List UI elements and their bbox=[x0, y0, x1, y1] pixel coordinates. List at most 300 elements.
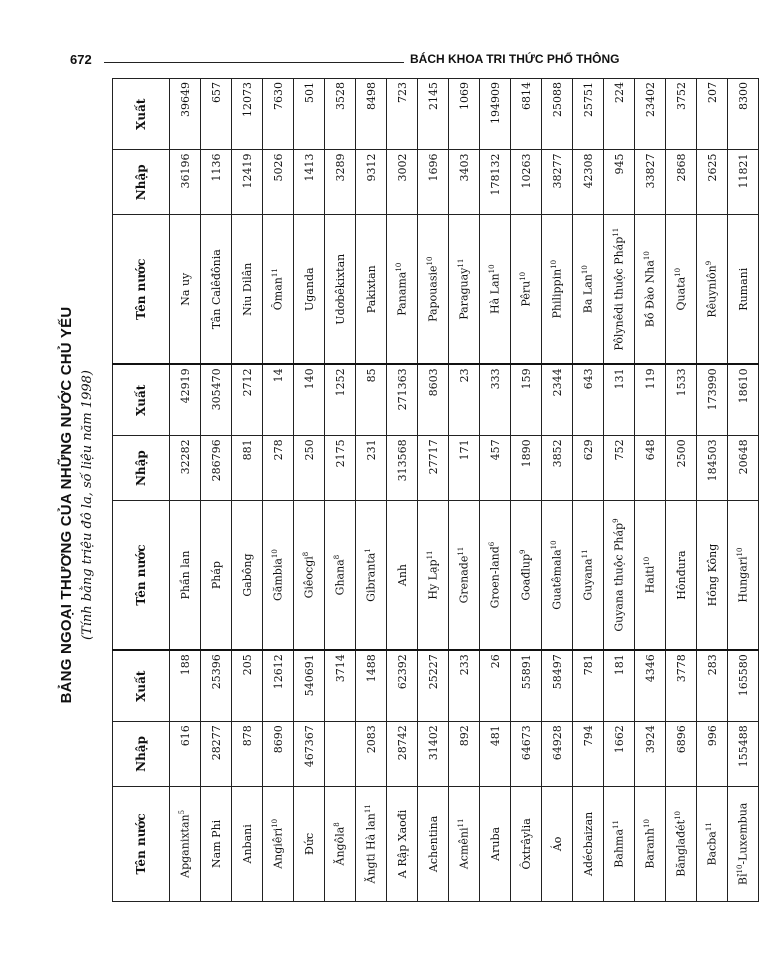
export-value: 181 bbox=[604, 650, 635, 721]
country-name-cell bbox=[480, 500, 511, 650]
footnote-mark: 5 bbox=[178, 809, 187, 815]
col-header-import: Nhập bbox=[113, 722, 170, 787]
country-name-cell bbox=[697, 500, 728, 650]
country-name: Bahma bbox=[612, 828, 626, 868]
import-value: 467367 bbox=[294, 722, 325, 787]
country-name-cell bbox=[263, 215, 294, 365]
country-name: Gabông bbox=[240, 553, 254, 597]
table-row bbox=[666, 79, 697, 902]
country-name: Pakixtan bbox=[364, 265, 378, 314]
table-row bbox=[697, 79, 728, 902]
export-value: 333 bbox=[480, 364, 511, 435]
col-header-export: Xuất bbox=[113, 79, 170, 151]
export-value: 25227 bbox=[418, 650, 449, 721]
import-value: 178132 bbox=[480, 150, 511, 215]
import-value: 457 bbox=[480, 436, 511, 501]
country-name-cell bbox=[263, 500, 294, 650]
import-value: 155488 bbox=[728, 722, 759, 787]
table-row bbox=[728, 79, 759, 902]
country-name-cell bbox=[294, 500, 325, 650]
table-row bbox=[325, 79, 356, 902]
country-name-cell bbox=[449, 500, 480, 650]
export-value: 39649 bbox=[170, 79, 201, 151]
country-name: Giêocgi bbox=[302, 556, 316, 599]
import-value: 184503 bbox=[697, 436, 728, 501]
country-name: Đức bbox=[302, 832, 316, 855]
import-value: 3002 bbox=[387, 150, 418, 215]
export-value: 233 bbox=[449, 650, 480, 721]
country-name-cell bbox=[325, 215, 356, 365]
country-name: Ba Lan bbox=[581, 274, 595, 314]
country-name-cell bbox=[201, 786, 232, 901]
import-value: 28742 bbox=[387, 722, 418, 787]
country-name: Pêru bbox=[519, 280, 533, 307]
country-name-cell bbox=[604, 786, 635, 901]
footnote-mark: 9 bbox=[705, 260, 714, 266]
table-header-row bbox=[113, 79, 170, 902]
export-value: 18610 bbox=[728, 364, 759, 435]
country-name: Achentina bbox=[426, 815, 440, 873]
country-name-cell bbox=[387, 215, 418, 365]
import-value: 1662 bbox=[604, 722, 635, 787]
country-name-cell bbox=[325, 500, 356, 650]
country-name: Ôman bbox=[271, 277, 285, 311]
export-value: 42919 bbox=[170, 364, 201, 435]
country-name-cell bbox=[232, 500, 263, 650]
export-value: 2344 bbox=[542, 364, 573, 435]
country-name-cell bbox=[697, 786, 728, 901]
country-name-cell bbox=[449, 215, 480, 365]
table-row bbox=[201, 79, 232, 902]
export-value: 8300 bbox=[728, 79, 759, 151]
export-value: 26 bbox=[480, 650, 511, 721]
page-header bbox=[70, 50, 640, 74]
footnote-mark: 10 bbox=[736, 864, 745, 874]
footnote-mark: 10 bbox=[736, 547, 745, 557]
footnote-mark: 10 bbox=[395, 262, 404, 272]
export-value: 781 bbox=[573, 650, 604, 721]
country-name-cell bbox=[480, 786, 511, 901]
import-value: 945 bbox=[604, 150, 635, 215]
footnote-mark: 10 bbox=[643, 251, 652, 261]
country-name: Pôlynêdi thuộc Pháp bbox=[612, 236, 626, 351]
table-title: BẢNG NGOẠI THƯƠNG CỦA NHỮNG NƯỚC CHỦ YẾU bbox=[58, 306, 75, 704]
export-value: 12612 bbox=[263, 650, 294, 721]
country-name: Apganixtan bbox=[178, 814, 192, 878]
table-subtitle: (Tính bằng triệu đô la, số liệu năm 1998) bbox=[80, 370, 95, 640]
country-name-cell bbox=[294, 215, 325, 365]
import-value: 36196 bbox=[170, 150, 201, 215]
country-name: Guatêmala bbox=[550, 549, 564, 610]
footnote-mark: 11 bbox=[581, 549, 590, 559]
export-value: 540691 bbox=[294, 650, 325, 721]
import-value: 10263 bbox=[511, 150, 542, 215]
import-value: 1890 bbox=[511, 436, 542, 501]
footnote-mark: 11 bbox=[271, 268, 280, 278]
table-row bbox=[573, 79, 604, 902]
country-name-cell bbox=[170, 500, 201, 650]
country-name: Hồng Kông bbox=[705, 543, 719, 607]
table-row bbox=[263, 79, 294, 902]
country-name: Bồ Đào Nha bbox=[643, 260, 657, 328]
export-value: 12073 bbox=[232, 79, 263, 151]
import-value: 33827 bbox=[635, 150, 666, 215]
import-value: 2175 bbox=[325, 436, 356, 501]
import-value: 1136 bbox=[201, 150, 232, 215]
country-name-cell bbox=[635, 215, 666, 365]
country-name: Nam Phi bbox=[209, 819, 223, 868]
header-rule bbox=[104, 62, 404, 63]
country-name-cell bbox=[170, 215, 201, 365]
country-name-cell bbox=[232, 215, 263, 365]
country-name-cell bbox=[542, 215, 573, 365]
country-name-cell bbox=[542, 500, 573, 650]
country-name: Haiti bbox=[643, 565, 657, 594]
footnote-mark: 11 bbox=[457, 258, 466, 268]
footnote-mark: 8 bbox=[333, 822, 342, 827]
footnote-mark: 6 bbox=[488, 541, 497, 547]
col-header-country: Tên nước bbox=[113, 500, 170, 650]
footnote-mark: 9 bbox=[612, 518, 621, 523]
country-name-cell bbox=[666, 215, 697, 365]
import-value: 64928 bbox=[542, 722, 573, 787]
country-name-cell bbox=[387, 786, 418, 901]
country-name: Rumani bbox=[736, 267, 750, 311]
country-name-cell bbox=[728, 786, 759, 901]
export-value: 85 bbox=[356, 364, 387, 435]
import-value: 481 bbox=[480, 722, 511, 787]
import-value: 616 bbox=[170, 722, 201, 787]
country-name: Anh bbox=[395, 564, 409, 587]
table-row bbox=[232, 79, 263, 902]
col-header-import: Nhập bbox=[113, 150, 170, 215]
import-value: 286796 bbox=[201, 436, 232, 501]
country-name: Grenade bbox=[457, 555, 471, 604]
export-value: 6814 bbox=[511, 79, 542, 151]
country-name-cell bbox=[511, 786, 542, 901]
country-name-cell bbox=[201, 500, 232, 650]
export-value: 25088 bbox=[542, 79, 573, 151]
import-value: 2625 bbox=[697, 150, 728, 215]
country-name: Ăngôla bbox=[333, 826, 347, 866]
country-name: Philippin bbox=[550, 268, 564, 319]
import-value: 629 bbox=[573, 436, 604, 501]
country-name: Uganda bbox=[302, 267, 316, 311]
country-name-cell bbox=[263, 786, 294, 901]
import-value: 648 bbox=[635, 436, 666, 501]
country-name-cell bbox=[697, 215, 728, 365]
import-value: 12419 bbox=[232, 150, 263, 215]
import-value: 38277 bbox=[542, 150, 573, 215]
footnote-mark: 10 bbox=[581, 265, 590, 275]
table-row bbox=[480, 79, 511, 902]
export-value: 1488 bbox=[356, 650, 387, 721]
export-value: 62392 bbox=[387, 650, 418, 721]
country-name: Niu Dilân bbox=[240, 262, 254, 316]
country-name: Bacba bbox=[705, 831, 719, 866]
export-value: 55891 bbox=[511, 650, 542, 721]
country-name: Papouasie bbox=[426, 265, 440, 322]
export-value: 1252 bbox=[325, 364, 356, 435]
country-name: Ôxtrâylia bbox=[519, 818, 533, 870]
country-name: Rêuyniôn bbox=[705, 265, 719, 318]
footnote-mark: 11 bbox=[612, 820, 621, 829]
table-row bbox=[511, 79, 542, 902]
import-value: 892 bbox=[449, 722, 480, 787]
country-name-cell bbox=[170, 786, 201, 901]
import-value: 64673 bbox=[511, 722, 542, 787]
table-row bbox=[294, 79, 325, 902]
import-value: 2083 bbox=[356, 722, 387, 787]
export-value: 58497 bbox=[542, 650, 573, 721]
export-value: 119 bbox=[635, 364, 666, 435]
country-name: Tân Calêđônia bbox=[209, 249, 223, 330]
export-value: 188 bbox=[170, 650, 201, 721]
footnote-mark: 11 bbox=[457, 546, 466, 556]
import-value: 27717 bbox=[418, 436, 449, 501]
trade-table bbox=[112, 78, 759, 902]
country-name-cell bbox=[480, 215, 511, 365]
country-name: Ghana bbox=[333, 559, 347, 596]
country-name-cell bbox=[728, 215, 759, 365]
table-row bbox=[170, 79, 201, 902]
footnote-mark: 11 bbox=[705, 822, 714, 832]
country-name: Bănglađét bbox=[674, 819, 688, 877]
export-value: 25751 bbox=[573, 79, 604, 151]
country-name: Udơbêkixtan bbox=[333, 253, 347, 325]
country-name-cell bbox=[635, 500, 666, 650]
import-value: 5026 bbox=[263, 150, 294, 215]
table-row bbox=[418, 79, 449, 902]
table-row bbox=[449, 79, 480, 902]
import-value: 32282 bbox=[170, 436, 201, 501]
export-value: 224 bbox=[604, 79, 635, 151]
import-value: 8690 bbox=[263, 722, 294, 787]
export-value: 207 bbox=[697, 79, 728, 151]
import-value: 313568 bbox=[387, 436, 418, 501]
import-value: 1696 bbox=[418, 150, 449, 215]
export-value: 165580 bbox=[728, 650, 759, 721]
footnote-mark: 9 bbox=[519, 549, 528, 554]
import-value: 3924 bbox=[635, 722, 666, 787]
footnote-mark: 11 bbox=[612, 227, 621, 237]
country-name-cell bbox=[325, 786, 356, 901]
export-value: 657 bbox=[201, 79, 232, 151]
import-value: 20648 bbox=[728, 436, 759, 501]
country-name: Adécbaizan bbox=[581, 811, 595, 876]
export-value: 14 bbox=[263, 364, 294, 435]
import-value: 878 bbox=[232, 722, 263, 787]
country-name: Phần lan bbox=[178, 550, 192, 600]
export-value: 2712 bbox=[232, 364, 263, 435]
import-value: 31402 bbox=[418, 722, 449, 787]
export-value: 2145 bbox=[418, 79, 449, 151]
table-row bbox=[635, 79, 666, 902]
country-name: Acmêni bbox=[457, 827, 471, 870]
import-value: 9312 bbox=[356, 150, 387, 215]
import-value: 794 bbox=[573, 722, 604, 787]
export-value: 271363 bbox=[387, 364, 418, 435]
country-name-cell bbox=[387, 500, 418, 650]
export-value: 205 bbox=[232, 650, 263, 721]
country-name: Angiêri bbox=[271, 827, 285, 869]
import-value: 171 bbox=[449, 436, 480, 501]
import-value: 752 bbox=[604, 436, 635, 501]
country-name: Hungari bbox=[736, 556, 750, 603]
footnote-mark: 10 bbox=[426, 256, 435, 266]
country-name-cell bbox=[511, 500, 542, 650]
export-value: 7630 bbox=[263, 79, 294, 151]
footnote-mark: 8 bbox=[333, 554, 342, 560]
export-value: 1533 bbox=[666, 364, 697, 435]
running-title: BÁCH KHOA TRI THỨC PHỔ THÔNG bbox=[410, 52, 620, 66]
import-value: 1413 bbox=[294, 150, 325, 215]
country-name: Na uy bbox=[178, 272, 192, 306]
footnote-mark: 10 bbox=[488, 264, 497, 274]
country-name-cell bbox=[666, 500, 697, 650]
country-name: Ăngti Hà lan bbox=[364, 813, 378, 884]
country-name-cell bbox=[635, 786, 666, 901]
footnote-mark: 10 bbox=[643, 556, 652, 566]
country-name-cell bbox=[542, 786, 573, 901]
country-name: Quata bbox=[674, 276, 688, 311]
import-value: 2500 bbox=[666, 436, 697, 501]
export-value: 23 bbox=[449, 364, 480, 435]
export-value: 8498 bbox=[356, 79, 387, 151]
export-value: 3778 bbox=[666, 650, 697, 721]
rotated-table-block bbox=[52, 82, 750, 920]
export-value: 25396 bbox=[201, 650, 232, 721]
country-name-cell bbox=[418, 786, 449, 901]
export-value: 1069 bbox=[449, 79, 480, 151]
export-value: 501 bbox=[294, 79, 325, 151]
country-name: Hônđura bbox=[674, 550, 688, 600]
import-value: 28277 bbox=[201, 722, 232, 787]
import-value bbox=[325, 722, 356, 787]
country-name-cell bbox=[418, 500, 449, 650]
country-name-cell bbox=[418, 215, 449, 365]
import-value: 881 bbox=[232, 436, 263, 501]
country-name: Panama bbox=[395, 271, 409, 316]
country-name-suffix: -Luxembua bbox=[736, 802, 750, 865]
table-row bbox=[387, 79, 418, 902]
country-name: Anbani bbox=[240, 824, 254, 864]
country-name-cell bbox=[201, 215, 232, 365]
country-name-cell bbox=[449, 786, 480, 901]
export-value: 305470 bbox=[201, 364, 232, 435]
footnote-mark: 1 bbox=[364, 548, 373, 553]
country-name-cell bbox=[294, 786, 325, 901]
import-value: 250 bbox=[294, 436, 325, 501]
footnote-mark: 10 bbox=[271, 549, 280, 559]
footnote-mark: 11 bbox=[457, 818, 466, 828]
export-value: 159 bbox=[511, 364, 542, 435]
export-value: 723 bbox=[387, 79, 418, 151]
export-value: 3528 bbox=[325, 79, 356, 151]
footnote-mark: 10 bbox=[643, 819, 652, 829]
footnote-mark: 11 bbox=[426, 550, 435, 560]
col-header-export: Xuất bbox=[113, 364, 170, 435]
country-name-cell bbox=[356, 215, 387, 365]
country-name-cell bbox=[232, 786, 263, 901]
country-name: Paraguay bbox=[457, 267, 471, 320]
export-value: 140 bbox=[294, 364, 325, 435]
export-value: 23402 bbox=[635, 79, 666, 151]
country-name: Guyana bbox=[581, 558, 595, 601]
country-name-cell bbox=[573, 500, 604, 650]
footnote-mark: 10 bbox=[271, 818, 280, 828]
footnote-mark: 10 bbox=[550, 540, 559, 550]
country-name-cell bbox=[356, 786, 387, 901]
country-name-cell bbox=[666, 786, 697, 901]
country-name: Guyana thuộc Pháp bbox=[612, 522, 626, 632]
country-name: Gămbia bbox=[271, 558, 285, 601]
country-name: Groen-land bbox=[488, 546, 502, 609]
footnote-mark: 10 bbox=[674, 811, 683, 820]
table-body bbox=[170, 79, 759, 902]
table-row bbox=[604, 79, 635, 902]
country-name: Áo bbox=[550, 836, 564, 852]
export-value: 173990 bbox=[697, 364, 728, 435]
table-row bbox=[542, 79, 573, 902]
country-name: Aruba bbox=[488, 826, 502, 861]
col-header-country: Tên nước bbox=[113, 786, 170, 901]
country-name: Pháp bbox=[209, 561, 223, 590]
country-name: Gibranta bbox=[364, 552, 378, 602]
import-value: 2868 bbox=[666, 150, 697, 215]
country-name-cell bbox=[511, 215, 542, 365]
col-header-country: Tên nước bbox=[113, 215, 170, 365]
export-value: 8603 bbox=[418, 364, 449, 435]
country-name: Goađlup bbox=[519, 553, 533, 601]
export-value: 4346 bbox=[635, 650, 666, 721]
import-value: 3852 bbox=[542, 436, 573, 501]
country-name-cell bbox=[573, 215, 604, 365]
col-header-import: Nhập bbox=[113, 436, 170, 501]
footnote-mark: 8 bbox=[302, 551, 311, 557]
footnote-mark: 11 bbox=[364, 804, 373, 814]
country-name: Baranh bbox=[643, 828, 657, 869]
footnote-mark: 10 bbox=[550, 259, 559, 269]
col-header-export: Xuất bbox=[113, 650, 170, 721]
country-name: Hy Lạp bbox=[426, 559, 440, 600]
footnote-mark: 10 bbox=[674, 267, 683, 277]
export-value: 643 bbox=[573, 364, 604, 435]
import-value: 996 bbox=[697, 722, 728, 787]
country-name: A Rập Xaođi bbox=[395, 809, 409, 879]
table-row bbox=[356, 79, 387, 902]
export-value: 194909 bbox=[480, 79, 511, 151]
import-value: 3289 bbox=[325, 150, 356, 215]
country-name-cell bbox=[356, 500, 387, 650]
import-value: 6896 bbox=[666, 722, 697, 787]
page-number: 672 bbox=[70, 52, 92, 67]
export-value: 3714 bbox=[325, 650, 356, 721]
export-value: 131 bbox=[604, 364, 635, 435]
import-value: 42308 bbox=[573, 150, 604, 215]
country-name-cell bbox=[728, 500, 759, 650]
import-value: 11821 bbox=[728, 150, 759, 215]
country-name: Hà Lan bbox=[488, 273, 502, 314]
export-value: 283 bbox=[697, 650, 728, 721]
country-name: Bỉ bbox=[736, 873, 750, 886]
import-value: 278 bbox=[263, 436, 294, 501]
import-value: 231 bbox=[356, 436, 387, 501]
country-name-cell bbox=[604, 500, 635, 650]
country-name-cell bbox=[573, 786, 604, 901]
import-value: 3403 bbox=[449, 150, 480, 215]
footnote-mark: 10 bbox=[519, 271, 528, 281]
